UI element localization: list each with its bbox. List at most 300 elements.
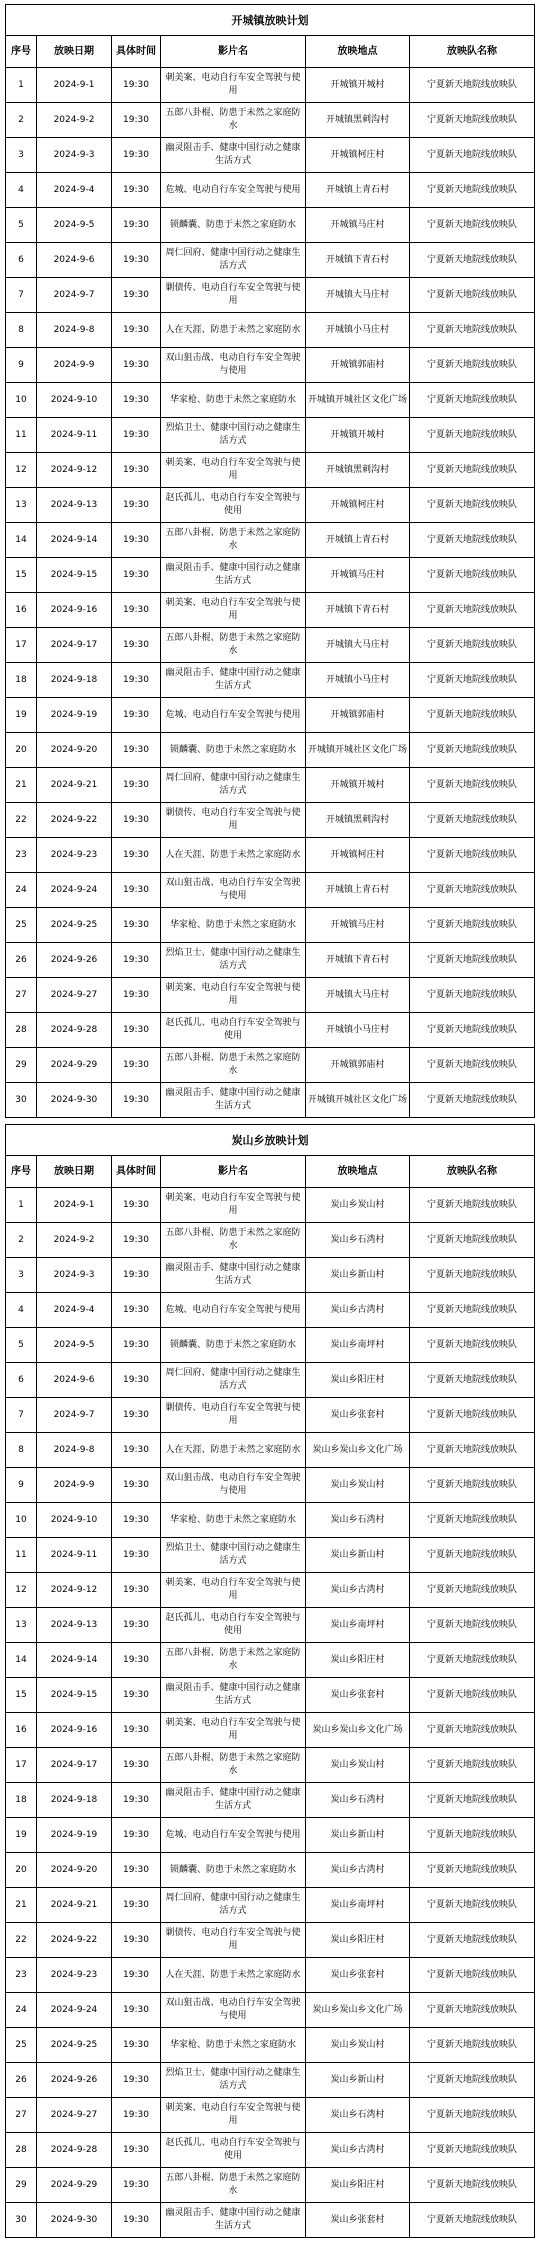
table-row (6, 1468, 535, 1503)
header-film: 影片名 (161, 36, 306, 68)
row-number: 11 (6, 418, 37, 453)
row-place: 开城镇小马庄村 (306, 1013, 410, 1048)
row-team: 宁夏新天地院线放映队 (410, 1188, 535, 1223)
row-place: 炭山乡古湾村 (306, 1853, 410, 1888)
row-time: 19:30 (112, 243, 161, 278)
row-number: 15 (6, 558, 37, 593)
table-row (6, 593, 535, 628)
row-place: 炭山乡石湾村 (306, 1503, 410, 1538)
row-place: 炭山乡新山村 (306, 1538, 410, 1573)
table-row (6, 1398, 535, 1433)
row-date: 2024-9-30 (37, 1083, 112, 1118)
row-time: 19:30 (112, 1048, 161, 1083)
row-film: 幽灵阻击手、健康中国行动之健康生活方式 (161, 663, 306, 698)
row-place: 炭山乡古湾村 (306, 2133, 410, 2168)
row-team: 宁夏新天地院线放映队 (410, 1433, 535, 1468)
row-date: 2024-9-1 (37, 1188, 112, 1223)
row-time: 19:30 (112, 313, 161, 348)
row-film: 五郎八卦棍、防患于未然之家庭防水 (161, 1643, 306, 1678)
row-team: 宁夏新天地院线放映队 (410, 1678, 535, 1713)
row-number: 18 (6, 663, 37, 698)
row-number: 12 (6, 453, 37, 488)
row-time: 19:30 (112, 593, 161, 628)
row-film: 烈焰卫士、健康中国行动之健康生活方式 (161, 2063, 306, 2098)
row-team: 宁夏新天地院线放映队 (410, 488, 535, 523)
row-place: 开城镇郭庙村 (306, 698, 410, 733)
row-film: 刺美案、电动自行车安全驾驶与使用 (161, 453, 306, 488)
row-time: 19:30 (112, 2168, 161, 2203)
row-date: 2024-9-20 (37, 733, 112, 768)
row-film: 五郎八卦棍、防患于未然之家庭防水 (161, 523, 306, 558)
row-film: 刺美案、电动自行车安全驾驶与使用 (161, 593, 306, 628)
row-film: 赵氏孤儿、电动自行车安全驾驶与使用 (161, 2133, 306, 2168)
row-date: 2024-9-19 (37, 1818, 112, 1853)
header-film: 影片名 (161, 1156, 306, 1188)
row-time: 19:30 (112, 1223, 161, 1258)
header-time: 具体时间 (112, 1156, 161, 1188)
table-row (6, 2203, 535, 2238)
row-team: 宁夏新天地院线放映队 (410, 2133, 535, 2168)
row-time: 19:30 (112, 1468, 161, 1503)
row-date: 2024-9-14 (37, 523, 112, 558)
row-team: 宁夏新天地院线放映队 (410, 1573, 535, 1608)
row-place: 开城镇黑刺沟村 (306, 103, 410, 138)
row-date: 2024-9-12 (37, 453, 112, 488)
row-time: 19:30 (112, 2028, 161, 2063)
row-team: 宁夏新天地院线放映队 (410, 1048, 535, 1083)
row-team: 宁夏新天地院线放映队 (410, 943, 535, 978)
table-row (6, 1923, 535, 1958)
table-row (6, 1013, 535, 1048)
row-number: 22 (6, 1923, 37, 1958)
table-row (6, 1223, 535, 1258)
row-number: 17 (6, 1748, 37, 1783)
row-time: 19:30 (112, 523, 161, 558)
row-date: 2024-9-8 (37, 313, 112, 348)
table-row (6, 418, 535, 453)
row-film: 五郎八卦棍、防患于未然之家庭防水 (161, 628, 306, 663)
header-date: 放映日期 (37, 1156, 112, 1188)
row-date: 2024-9-24 (37, 873, 112, 908)
table-row (6, 383, 535, 418)
row-team: 宁夏新天地院线放映队 (410, 663, 535, 698)
row-team: 宁夏新天地院线放映队 (410, 1293, 535, 1328)
row-team: 宁夏新天地院线放映队 (410, 1643, 535, 1678)
row-number: 9 (6, 1468, 37, 1503)
row-film: 周仁回府、健康中国行动之健康生活方式 (161, 768, 306, 803)
row-team: 宁夏新天地院线放映队 (410, 1923, 535, 1958)
row-number: 1 (6, 68, 37, 103)
row-time: 19:30 (112, 1783, 161, 1818)
table-row (6, 873, 535, 908)
table-row (6, 1293, 535, 1328)
row-number: 29 (6, 1048, 37, 1083)
row-time: 19:30 (112, 1853, 161, 1888)
row-date: 2024-9-3 (37, 138, 112, 173)
row-team: 宁夏新天地院线放映队 (410, 593, 535, 628)
row-time: 19:30 (112, 1328, 161, 1363)
row-film: 危城、电动自行车安全驾驶与使用 (161, 173, 306, 208)
header-place: 放映地点 (306, 36, 410, 68)
row-place: 开城镇开城社区文化广场 (306, 1083, 410, 1118)
row-time: 19:30 (112, 1888, 161, 1923)
row-team: 宁夏新天地院线放映队 (410, 1328, 535, 1363)
row-team: 宁夏新天地院线放映队 (410, 2063, 535, 2098)
row-number: 5 (6, 1328, 37, 1363)
row-place: 炭山乡张套村 (306, 1958, 410, 1993)
row-time: 19:30 (112, 1503, 161, 1538)
row-date: 2024-9-4 (37, 1293, 112, 1328)
row-number: 6 (6, 1363, 37, 1398)
row-date: 2024-9-23 (37, 838, 112, 873)
row-film: 华家枪、防患于未然之家庭防水 (161, 1503, 306, 1538)
row-place: 开城镇开城社区文化广场 (306, 733, 410, 768)
table-row (6, 628, 535, 663)
table-row (6, 768, 535, 803)
row-film: 人在天涯、防患于未然之家庭防水 (161, 1958, 306, 1993)
table-row (6, 1328, 535, 1363)
row-number: 13 (6, 488, 37, 523)
row-number: 2 (6, 103, 37, 138)
row-time: 19:30 (112, 418, 161, 453)
header-team: 放映队名称 (410, 36, 535, 68)
row-film: 五郎八卦棍、防患于未然之家庭防水 (161, 1223, 306, 1258)
row-team: 宁夏新天地院线放映队 (410, 1888, 535, 1923)
row-place: 开城镇郭庙村 (306, 1048, 410, 1083)
row-time: 19:30 (112, 1293, 161, 1328)
row-number: 26 (6, 2063, 37, 2098)
table-row (6, 243, 535, 278)
row-film: 刺美案、电动自行车安全驾驶与使用 (161, 1713, 306, 1748)
table-row (6, 733, 535, 768)
row-film: 锁麟囊、防患于未然之家庭防水 (161, 208, 306, 243)
row-team: 宁夏新天地院线放映队 (410, 2028, 535, 2063)
row-number: 18 (6, 1783, 37, 1818)
row-place: 炭山乡炭山乡文化广场 (306, 1433, 410, 1468)
table-row (6, 68, 535, 103)
row-date: 2024-9-14 (37, 1643, 112, 1678)
row-date: 2024-9-12 (37, 1573, 112, 1608)
row-time: 19:30 (112, 1713, 161, 1748)
header-place: 放映地点 (306, 1156, 410, 1188)
table-row (6, 1538, 535, 1573)
row-film: 锁麟囊、防患于未然之家庭防水 (161, 1853, 306, 1888)
row-number: 23 (6, 838, 37, 873)
row-film: 双山狙击战、电动自行车安全驾驶与使用 (161, 873, 306, 908)
row-time: 19:30 (112, 488, 161, 523)
row-time: 19:30 (112, 1083, 161, 1118)
row-date: 2024-9-25 (37, 908, 112, 943)
row-time: 19:30 (112, 1678, 161, 1713)
row-time: 19:30 (112, 1573, 161, 1608)
row-team: 宁夏新天地院线放映队 (410, 173, 535, 208)
header-number: 序号 (6, 36, 37, 68)
row-time: 19:30 (112, 2203, 161, 2238)
row-place: 开城镇小马庄村 (306, 663, 410, 698)
row-place: 开城镇上青石村 (306, 873, 410, 908)
row-number: 27 (6, 978, 37, 1013)
row-film: 人在天涯、防患于未然之家庭防水 (161, 313, 306, 348)
row-number: 7 (6, 278, 37, 313)
row-team: 宁夏新天地院线放映队 (410, 978, 535, 1013)
table-row (6, 1083, 535, 1118)
row-film: 华家枪、防患于未然之家庭防水 (161, 2028, 306, 2063)
row-place: 炭山乡阳庄村 (306, 2168, 410, 2203)
row-date: 2024-9-5 (37, 1328, 112, 1363)
row-team: 宁夏新天地院线放映队 (410, 1713, 535, 1748)
table-row (6, 838, 535, 873)
row-date: 2024-9-22 (37, 1923, 112, 1958)
row-team: 宁夏新天地院线放映队 (410, 1538, 535, 1573)
row-time: 19:30 (112, 628, 161, 663)
row-team: 宁夏新天地院线放映队 (410, 1398, 535, 1433)
row-film: 双山狙击战、电动自行车安全驾驶与使用 (161, 1993, 306, 2028)
row-number: 2 (6, 1223, 37, 1258)
row-time: 19:30 (112, 1958, 161, 1993)
row-date: 2024-9-4 (37, 173, 112, 208)
row-number: 14 (6, 523, 37, 558)
row-place: 炭山乡张套村 (306, 1678, 410, 1713)
row-number: 13 (6, 1608, 37, 1643)
row-time: 19:30 (112, 838, 161, 873)
row-team: 宁夏新天地院线放映队 (410, 1083, 535, 1118)
row-team: 宁夏新天地院线放映队 (410, 383, 535, 418)
row-film: 双山狙击战、电动自行车安全驾驶与使用 (161, 1468, 306, 1503)
row-date: 2024-9-11 (37, 1538, 112, 1573)
row-team: 宁夏新天地院线放映队 (410, 208, 535, 243)
row-time: 19:30 (112, 278, 161, 313)
row-place: 开城镇柯庄村 (306, 488, 410, 523)
row-team: 宁夏新天地院线放映队 (410, 2168, 535, 2203)
row-place: 开城镇大马庄村 (306, 628, 410, 663)
row-place: 炭山乡新山村 (306, 1258, 410, 1293)
row-film: 赵氏孤儿、电动自行车安全驾驶与使用 (161, 1608, 306, 1643)
row-team: 宁夏新天地院线放映队 (410, 243, 535, 278)
row-team: 宁夏新天地院线放映队 (410, 313, 535, 348)
row-film: 幽灵阻击手、健康中国行动之健康生活方式 (161, 2203, 306, 2238)
row-film: 幽灵阻击手、健康中国行动之健康生活方式 (161, 1783, 306, 1818)
row-date: 2024-9-19 (37, 698, 112, 733)
row-time: 19:30 (112, 1993, 161, 2028)
table-row (6, 1573, 535, 1608)
table-row (6, 1258, 535, 1293)
row-date: 2024-9-18 (37, 663, 112, 698)
table-row (6, 1888, 535, 1923)
row-film: 周仁回府、健康中国行动之健康生活方式 (161, 1888, 306, 1923)
row-place: 开城镇开城社区文化广场 (306, 383, 410, 418)
row-film: 危城、电动自行车安全驾驶与使用 (161, 1818, 306, 1853)
row-film: 周仁回府、健康中国行动之健康生活方式 (161, 243, 306, 278)
row-film: 幽灵阻击手、健康中国行动之健康生活方式 (161, 138, 306, 173)
row-number: 6 (6, 243, 37, 278)
row-time: 19:30 (112, 1188, 161, 1223)
table-row (6, 348, 535, 383)
row-time: 19:30 (112, 68, 161, 103)
row-date: 2024-9-30 (37, 2203, 112, 2238)
row-team: 宁夏新天地院线放映队 (410, 838, 535, 873)
row-film: 五郎八卦棍、防患于未然之家庭防水 (161, 103, 306, 138)
row-team: 宁夏新天地院线放映队 (410, 1503, 535, 1538)
row-film: 幽灵阻击手、健康中国行动之健康生活方式 (161, 1083, 306, 1118)
row-number: 14 (6, 1643, 37, 1678)
row-date: 2024-9-8 (37, 1433, 112, 1468)
table-row (6, 1853, 535, 1888)
row-team: 宁夏新天地院线放映队 (410, 138, 535, 173)
row-date: 2024-9-26 (37, 2063, 112, 2098)
row-number: 21 (6, 768, 37, 803)
row-place: 开城镇马庄村 (306, 558, 410, 593)
row-place: 开城镇下青石村 (306, 243, 410, 278)
row-time: 19:30 (112, 103, 161, 138)
row-number: 19 (6, 698, 37, 733)
row-place: 炭山乡炭山乡文化广场 (306, 1713, 410, 1748)
row-team: 宁夏新天地院线放映队 (410, 278, 535, 313)
row-place: 炭山乡炭山乡文化广场 (306, 1993, 410, 2028)
header-team: 放映队名称 (410, 1156, 535, 1188)
row-place: 炭山乡新山村 (306, 1818, 410, 1853)
row-time: 19:30 (112, 978, 161, 1013)
row-date: 2024-9-20 (37, 1853, 112, 1888)
row-number: 25 (6, 2028, 37, 2063)
row-date: 2024-9-15 (37, 1678, 112, 1713)
row-place: 开城镇上青石村 (306, 523, 410, 558)
row-film: 周仁回府、健康中国行动之健康生活方式 (161, 1363, 306, 1398)
row-team: 宁夏新天地院线放映队 (410, 1958, 535, 1993)
row-number: 19 (6, 1818, 37, 1853)
row-place: 炭山乡阳庄村 (306, 1363, 410, 1398)
row-number: 3 (6, 138, 37, 173)
row-time: 19:30 (112, 1433, 161, 1468)
row-place: 开城镇开城村 (306, 418, 410, 453)
tanshan-schedule-table (5, 1124, 534, 2238)
schedule-table (5, 4, 535, 1118)
row-film: 双山狙击战、电动自行车安全驾驶与使用 (161, 348, 306, 383)
row-date: 2024-9-9 (37, 348, 112, 383)
row-date: 2024-9-3 (37, 1258, 112, 1293)
row-number: 1 (6, 1188, 37, 1223)
row-number: 8 (6, 313, 37, 348)
row-number: 30 (6, 2203, 37, 2238)
row-film: 华家枪、防患于未然之家庭防水 (161, 908, 306, 943)
row-date: 2024-9-27 (37, 2098, 112, 2133)
table-row (6, 663, 535, 698)
row-team: 宁夏新天地院线放映队 (410, 1993, 535, 2028)
row-number: 9 (6, 348, 37, 383)
row-place: 炭山乡阳庄村 (306, 1643, 410, 1678)
row-team: 宁夏新天地院线放映队 (410, 2203, 535, 2238)
row-place: 开城镇大马庄村 (306, 978, 410, 1013)
row-film: 人在天涯、防患于未然之家庭防水 (161, 1433, 306, 1468)
row-place: 炭山乡古湾村 (306, 1573, 410, 1608)
row-time: 19:30 (112, 1923, 161, 1958)
row-place: 炭山乡石湾村 (306, 1783, 410, 1818)
row-date: 2024-9-13 (37, 488, 112, 523)
row-film: 刺美案、电动自行车安全驾驶与使用 (161, 1188, 306, 1223)
row-time: 19:30 (112, 908, 161, 943)
row-time: 19:30 (112, 2133, 161, 2168)
schedule-table (5, 1124, 535, 2238)
row-place: 开城镇大马庄村 (306, 278, 410, 313)
table-row (6, 138, 535, 173)
row-date: 2024-9-27 (37, 978, 112, 1013)
row-date: 2024-9-21 (37, 768, 112, 803)
table-row (6, 488, 535, 523)
row-team: 宁夏新天地院线放映队 (410, 2098, 535, 2133)
row-time: 19:30 (112, 453, 161, 488)
row-time: 19:30 (112, 1608, 161, 1643)
row-date: 2024-9-17 (37, 628, 112, 663)
row-number: 17 (6, 628, 37, 663)
row-number: 16 (6, 593, 37, 628)
row-number: 24 (6, 873, 37, 908)
table-title: 开城镇放映计划 (6, 5, 535, 36)
row-number: 29 (6, 2168, 37, 2203)
row-date: 2024-9-25 (37, 2028, 112, 2063)
kaicheng-schedule-table (5, 4, 534, 1118)
row-number: 27 (6, 2098, 37, 2133)
row-place: 炭山乡炭山村 (306, 1748, 410, 1783)
row-date: 2024-9-26 (37, 943, 112, 978)
row-team: 宁夏新天地院线放映队 (410, 68, 535, 103)
table-row (6, 1608, 535, 1643)
row-number: 4 (6, 1293, 37, 1328)
row-team: 宁夏新天地院线放映队 (410, 103, 535, 138)
table-row (6, 803, 535, 838)
row-date: 2024-9-16 (37, 593, 112, 628)
row-time: 19:30 (112, 138, 161, 173)
row-number: 10 (6, 383, 37, 418)
row-place: 炭山乡南坪村 (306, 1328, 410, 1363)
table-row (6, 278, 535, 313)
table-row (6, 2168, 535, 2203)
row-film: 锁麟囊、防患于未然之家庭防水 (161, 733, 306, 768)
table-row (6, 978, 535, 1013)
row-place: 炭山乡石湾村 (306, 1223, 410, 1258)
row-film: 危城、电动自行车安全驾驶与使用 (161, 698, 306, 733)
row-place: 炭山乡南坪村 (306, 1608, 410, 1643)
row-date: 2024-9-16 (37, 1713, 112, 1748)
row-place: 炭山乡炭山村 (306, 1188, 410, 1223)
row-time: 19:30 (112, 1748, 161, 1783)
row-time: 19:30 (112, 383, 161, 418)
row-team: 宁夏新天地院线放映队 (410, 1013, 535, 1048)
row-time: 19:30 (112, 558, 161, 593)
row-time: 19:30 (112, 1643, 161, 1678)
row-number: 11 (6, 1538, 37, 1573)
row-date: 2024-9-24 (37, 1993, 112, 2028)
row-film: 剿债传、电动自行车安全驾驶与使用 (161, 278, 306, 313)
row-number: 21 (6, 1888, 37, 1923)
table-row (6, 1783, 535, 1818)
row-place: 炭山乡新山村 (306, 2063, 410, 2098)
row-number: 16 (6, 1713, 37, 1748)
row-film: 刺美案、电动自行车安全驾驶与使用 (161, 2098, 306, 2133)
row-number: 28 (6, 1013, 37, 1048)
row-time: 19:30 (112, 698, 161, 733)
row-time: 19:30 (112, 1258, 161, 1293)
table-row (6, 1363, 535, 1398)
row-date: 2024-9-10 (37, 383, 112, 418)
row-date: 2024-9-21 (37, 1888, 112, 1923)
row-number: 20 (6, 733, 37, 768)
header-date: 放映日期 (37, 36, 112, 68)
row-place: 炭山乡古湾村 (306, 1293, 410, 1328)
table-row (6, 453, 535, 488)
row-team: 宁夏新天地院线放映队 (410, 698, 535, 733)
row-film: 赵氏孤儿、电动自行车安全驾驶与使用 (161, 1013, 306, 1048)
table-row (6, 1818, 535, 1853)
row-date: 2024-9-15 (37, 558, 112, 593)
